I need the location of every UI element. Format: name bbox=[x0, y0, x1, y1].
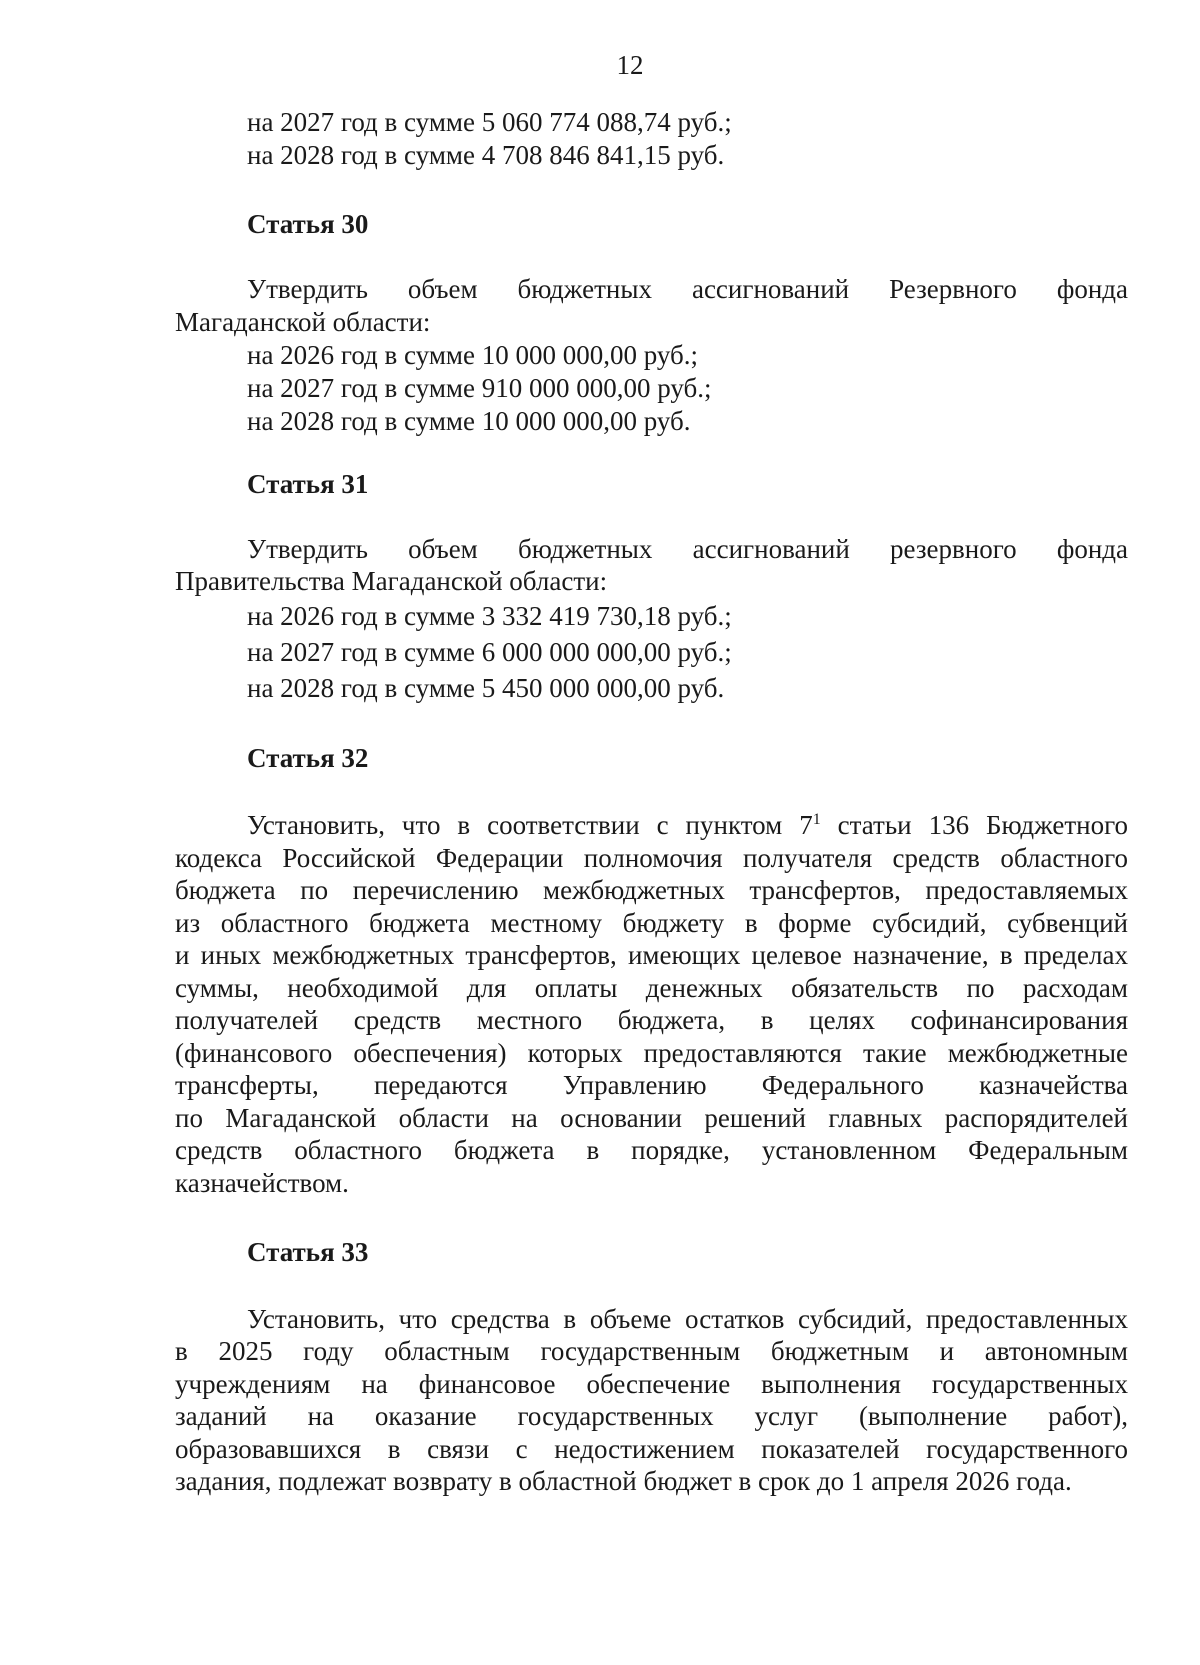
page-number: 12 bbox=[616, 50, 644, 80]
article-32-line: суммы, необходимой для оплаты денежных обязательств по расходам bbox=[175, 972, 1128, 1003]
article-32-last-line: казначейством. bbox=[175, 1167, 349, 1198]
article-33-line-1: Установить, что средства в объеме остатков субсидий, предоставленных bbox=[247, 1303, 1128, 1334]
article-30-item-3: на 2028 год в сумме 10 000 000,00 руб. bbox=[247, 405, 691, 436]
article-32-line: получателей средств местного бюджета, в целях софинансирования bbox=[175, 1005, 1128, 1035]
article-30-item-1: на 2026 год в сумме 10 000 000,00 руб.; bbox=[247, 339, 698, 370]
article-31-paragraph-line-1: Утвердить объем бюджетных ассигнований резервного фонда bbox=[247, 533, 1128, 564]
footnote-superscript: 1 bbox=[812, 811, 821, 828]
article-31-heading: Статья 31 bbox=[247, 468, 369, 499]
article-33-line: заданий на оказание государственных услуг (выполнение работ), bbox=[175, 1401, 1128, 1431]
article-30-item-2: на 2027 год в сумме 910 000 000,00 руб.; bbox=[247, 372, 712, 403]
article-32-line: и иных межбюджетных трансфертов, имеющих целевое назначение, в пределах bbox=[175, 940, 1128, 970]
article-31-item-1: на 2026 год в сумме 3 332 419 730,18 руб.; bbox=[247, 601, 732, 631]
article-33-heading: Статья 33 bbox=[247, 1236, 369, 1267]
document-body bbox=[175, 106, 1128, 1498]
article-31-item-2: на 2027 год в сумме 6 000 000 000,00 руб.; bbox=[247, 637, 732, 667]
article-33-line: в 2025 году областным государственным бюджетным и автономным bbox=[175, 1336, 1128, 1366]
article-33-line: образовавшихся в связи с недостижением показателей государственного bbox=[175, 1433, 1128, 1464]
article-32-line-1-text: Установить, что в соответствии с пунктом 7 bbox=[247, 810, 813, 840]
intro-line-1: на 2027 год в сумме 5 060 774 088,74 руб.; bbox=[247, 107, 732, 137]
article-33-last-line: задания, подлежат возврату в областной бюджет в срок до 1 апреля 2026 года. bbox=[175, 1466, 1072, 1496]
article-30-heading: Статья 30 bbox=[247, 209, 369, 239]
article-32-line: (финансового обеспечения) которых предоставляются такие межбюджетные bbox=[175, 1037, 1128, 1068]
article-32-line: из областного бюджета местному бюджету в форме субсидий, субвенций bbox=[175, 907, 1128, 938]
article-32-line: кодекса Российской Федерации полномочия получателя средств областного bbox=[175, 842, 1128, 873]
article-32-line: трансферты, передаются Управлению Федерального казначейства bbox=[175, 1070, 1128, 1100]
article-30-paragraph-line-2: Магаданской области: bbox=[175, 306, 431, 337]
intro-line-2: на 2028 год в сумме 4 708 846 841,15 руб. bbox=[247, 140, 725, 170]
article-32-line-1 bbox=[175, 809, 1128, 842]
article-31-paragraph-line-2: Правительства Магаданской области: bbox=[175, 566, 608, 596]
article-32-line: средств областного бюджета в порядке, установленном Федеральным bbox=[175, 1135, 1128, 1165]
article-33-line: учреждениям на финансовое обеспечение выполнения государственных bbox=[175, 1368, 1128, 1399]
article-32-heading: Статья 32 bbox=[247, 743, 369, 773]
article-31-item-3: на 2028 год в сумме 5 450 000 000,00 руб. bbox=[247, 673, 725, 703]
article-32-line: бюджета по перечислению межбюджетных трансфертов, предоставляемых bbox=[175, 875, 1128, 905]
article-32-line-1-rest: статьи 136 Бюджетного bbox=[820, 810, 1128, 840]
article-30-paragraph-line-1: Утвердить объем бюджетных ассигнований Резервного фонда bbox=[247, 274, 1128, 304]
article-32-line: по Магаданской области на основании решений главных распорядителей bbox=[175, 1102, 1128, 1133]
